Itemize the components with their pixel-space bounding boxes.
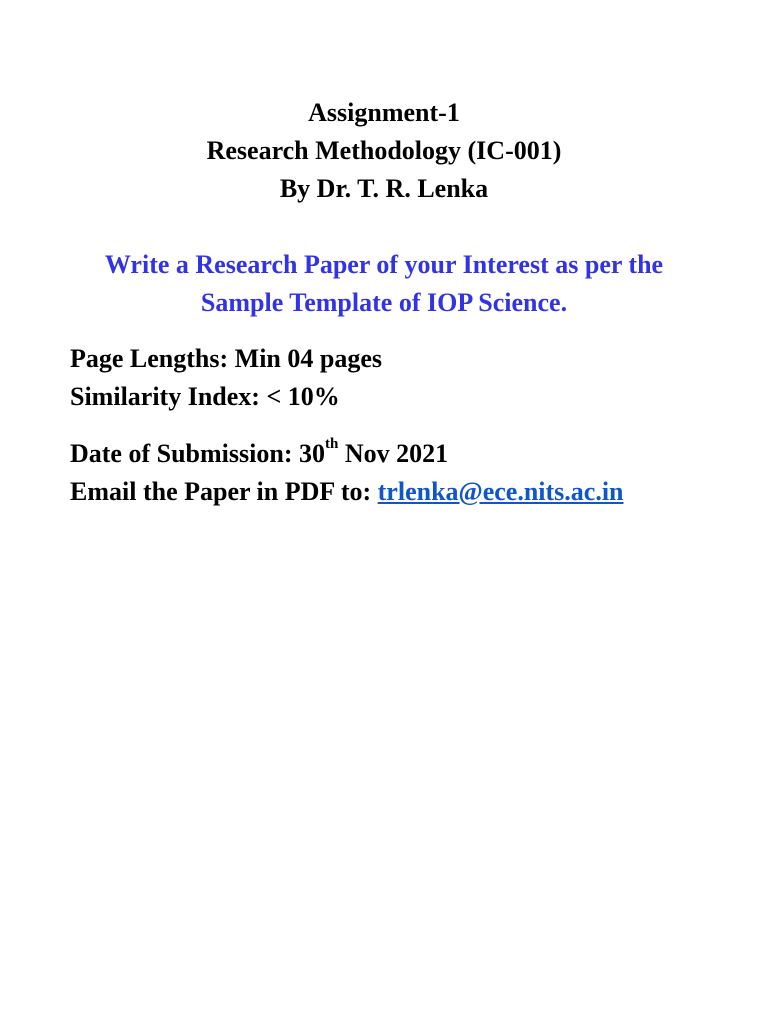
submission-date-label: Date of Submission: 30: [70, 439, 325, 468]
author-line: By Dr. T. R. Lenka: [279, 174, 489, 203]
page-length-requirement: Page Lengths: Min 04 pages: [70, 344, 382, 373]
date-ordinal-suffix: th: [324, 436, 339, 453]
submission-date: [70, 435, 624, 473]
instruction-line-2: Sample Template of IOP Science.: [200, 288, 568, 317]
assignment-title: Assignment-1: [308, 98, 460, 127]
email-link[interactable]: trlenka@ece.nits.ac.in: [377, 477, 624, 506]
requirements-block: [70, 340, 382, 416]
instruction-line-1: Write a Research Paper of your Interest as per the: [104, 250, 664, 279]
submission-date-month-year: Nov 2021: [338, 439, 449, 468]
similarity-requirement: Similarity Index: < 10%: [70, 382, 340, 411]
email-label: Email the Paper in PDF to:: [70, 477, 378, 506]
instruction-text: [40, 246, 728, 322]
course-title: Research Methodology (IC-001): [206, 136, 562, 165]
submission-block: [70, 435, 624, 511]
title-block: [0, 94, 768, 208]
email-line: [70, 473, 624, 511]
